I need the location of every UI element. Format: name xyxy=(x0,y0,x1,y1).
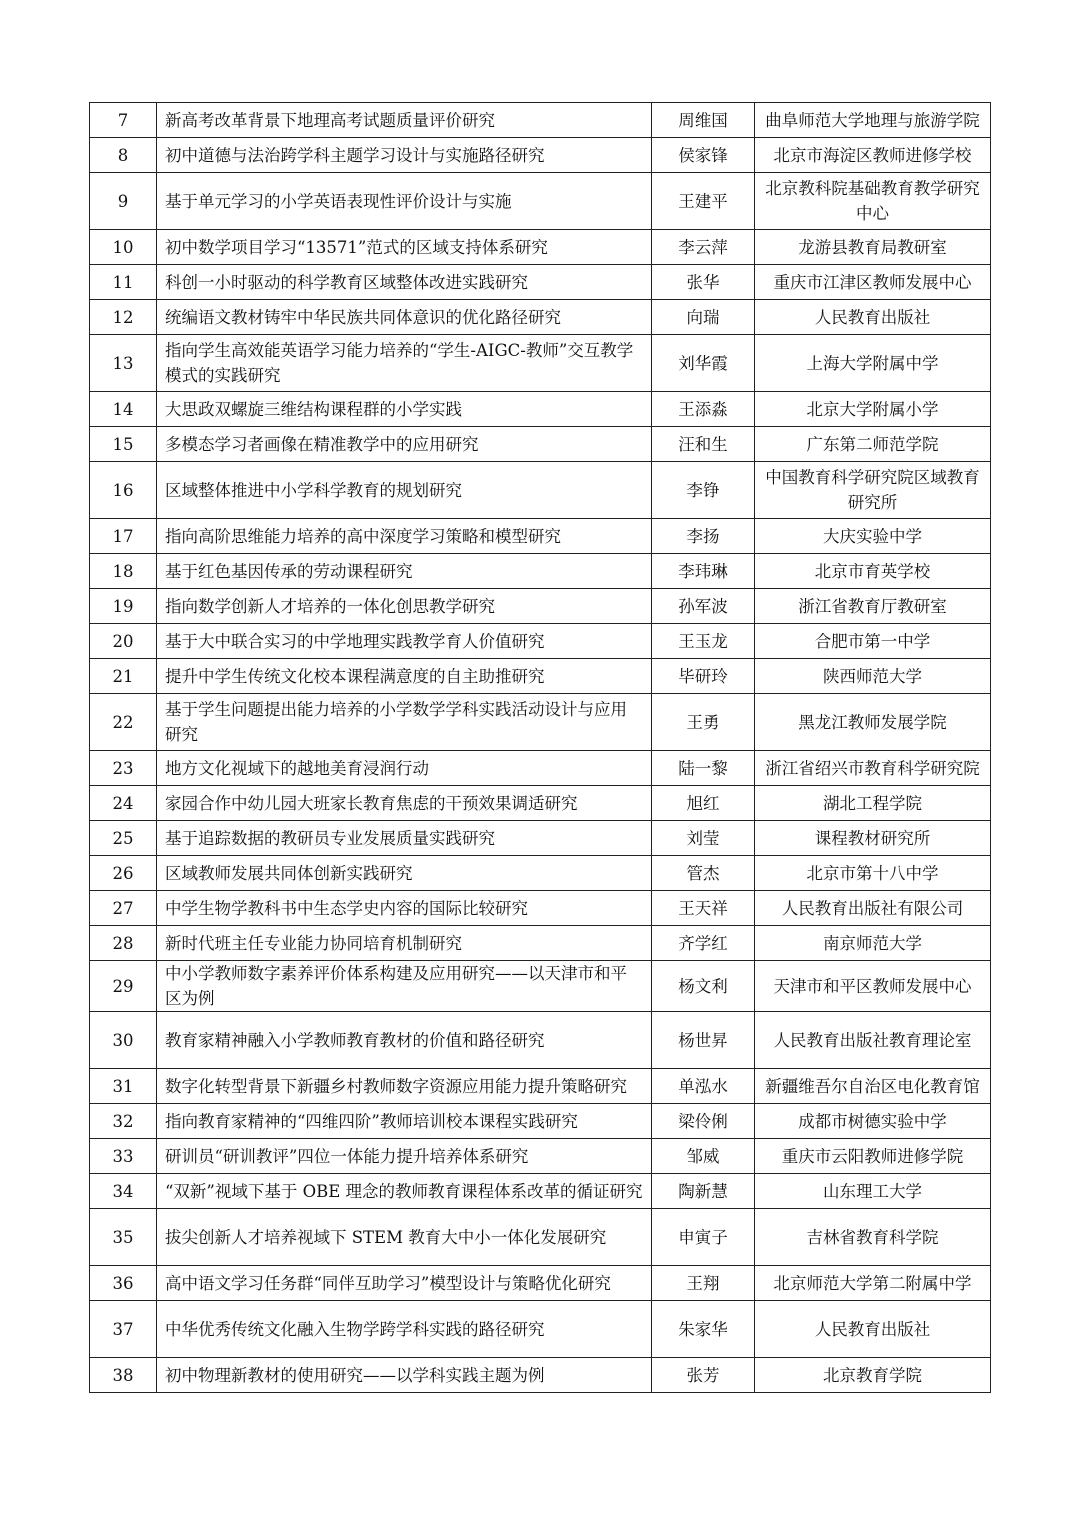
table-row xyxy=(90,230,991,265)
row-number: 26 xyxy=(90,856,157,891)
row-number: 25 xyxy=(90,821,157,856)
project-title: 指向教育家精神的“四维四阶”教师培训校本课程实践研究 xyxy=(157,1104,652,1139)
row-number: 31 xyxy=(90,1069,157,1104)
table-row xyxy=(90,519,991,554)
table-row xyxy=(90,335,991,392)
project-leader: 孙军波 xyxy=(652,589,755,624)
row-number: 13 xyxy=(90,335,157,392)
table-row xyxy=(90,751,991,786)
row-number: 16 xyxy=(90,462,157,519)
project-leader: 李云萍 xyxy=(652,230,755,265)
row-number: 21 xyxy=(90,659,157,694)
table-row xyxy=(90,961,991,1012)
project-leader: 周维国 xyxy=(652,103,755,138)
table-row xyxy=(90,891,991,926)
row-number: 7 xyxy=(90,103,157,138)
project-title: 地方文化视域下的越地美育浸润行动 xyxy=(157,751,652,786)
row-number: 24 xyxy=(90,786,157,821)
organization: 北京大学附属小学 xyxy=(755,392,991,427)
organization: 人民教育出版社 xyxy=(755,300,991,335)
project-leader: 齐学红 xyxy=(652,926,755,961)
row-number: 27 xyxy=(90,891,157,926)
project-title: 基于追踪数据的教研员专业发展质量实践研究 xyxy=(157,821,652,856)
project-leader: 杨文利 xyxy=(652,961,755,1012)
project-leader: 向瑞 xyxy=(652,300,755,335)
organization: 湖北工程学院 xyxy=(755,786,991,821)
project-title: 中学生物学教科书中生态学史内容的国际比较研究 xyxy=(157,891,652,926)
organization: 北京市第十八中学 xyxy=(755,856,991,891)
row-number: 12 xyxy=(90,300,157,335)
project-leader: 张芳 xyxy=(652,1358,755,1393)
project-title: 新时代班主任专业能力协同培育机制研究 xyxy=(157,926,652,961)
row-number: 35 xyxy=(90,1209,157,1266)
organization: 浙江省绍兴市教育科学研究院 xyxy=(755,751,991,786)
project-leader: 李扬 xyxy=(652,519,755,554)
project-title: 基于学生问题提出能力培养的小学数学学科实践活动设计与应用研究 xyxy=(157,694,652,751)
table-row xyxy=(90,103,991,138)
table-row xyxy=(90,1174,991,1209)
organization: 黑龙江教师发展学院 xyxy=(755,694,991,751)
row-number: 36 xyxy=(90,1266,157,1301)
table-row xyxy=(90,856,991,891)
organization: 北京市育英学校 xyxy=(755,554,991,589)
organization: 南京师范大学 xyxy=(755,926,991,961)
project-leader: 毕研玲 xyxy=(652,659,755,694)
table-row xyxy=(90,659,991,694)
row-number: 28 xyxy=(90,926,157,961)
project-title: 大思政双螺旋三维结构课程群的小学实践 xyxy=(157,392,652,427)
project-title: 区域整体推进中小学科学教育的规划研究 xyxy=(157,462,652,519)
table-row xyxy=(90,1301,991,1358)
project-leader: 管杰 xyxy=(652,856,755,891)
table-row xyxy=(90,786,991,821)
project-title: 指向学生高效能英语学习能力培养的“学生-AIGC-教师”交互教学模式的实践研究 xyxy=(157,335,652,392)
project-title: 指向数学创新人才培养的一体化创思教学研究 xyxy=(157,589,652,624)
organization: 曲阜师范大学地理与旅游学院 xyxy=(755,103,991,138)
project-table xyxy=(89,102,991,1393)
row-number: 19 xyxy=(90,589,157,624)
project-title: 指向高阶思维能力培养的高中深度学习策略和模型研究 xyxy=(157,519,652,554)
organization: 课程教材研究所 xyxy=(755,821,991,856)
project-title: 基于红色基因传承的劳动课程研究 xyxy=(157,554,652,589)
project-leader: 申寅子 xyxy=(652,1209,755,1266)
project-leader: 刘莹 xyxy=(652,821,755,856)
row-number: 10 xyxy=(90,230,157,265)
organization: 北京教育学院 xyxy=(755,1358,991,1393)
organization: 陕西师范大学 xyxy=(755,659,991,694)
row-number: 38 xyxy=(90,1358,157,1393)
row-number: 32 xyxy=(90,1104,157,1139)
project-title: 研训员“研训教评”四位一体能力提升培养体系研究 xyxy=(157,1139,652,1174)
table-row xyxy=(90,589,991,624)
project-title: 家园合作中幼儿园大班家长教育焦虑的干预效果调适研究 xyxy=(157,786,652,821)
row-number: 11 xyxy=(90,265,157,300)
organization: 人民教育出版社教育理论室 xyxy=(755,1012,991,1069)
project-title: 拔尖创新人才培养视域下 STEM 教育大中小一体化发展研究 xyxy=(157,1209,652,1266)
table-row xyxy=(90,173,991,230)
row-number: 18 xyxy=(90,554,157,589)
row-number: 8 xyxy=(90,138,157,173)
organization: 人民教育出版社 xyxy=(755,1301,991,1358)
project-title: 数字化转型背景下新疆乡村教师数字资源应用能力提升策略研究 xyxy=(157,1069,652,1104)
row-number: 30 xyxy=(90,1012,157,1069)
organization: 中国教育科学研究院区域教育研究所 xyxy=(755,462,991,519)
table-row xyxy=(90,138,991,173)
project-title: 初中道德与法治跨学科主题学习设计与实施路径研究 xyxy=(157,138,652,173)
row-number: 20 xyxy=(90,624,157,659)
organization: 北京师范大学第二附属中学 xyxy=(755,1266,991,1301)
project-leader: 陆一黎 xyxy=(652,751,755,786)
row-number: 34 xyxy=(90,1174,157,1209)
row-number: 17 xyxy=(90,519,157,554)
project-title: “双新”视域下基于 OBE 理念的教师教育课程体系改革的循证研究 xyxy=(157,1174,652,1209)
row-number: 9 xyxy=(90,173,157,230)
row-number: 15 xyxy=(90,427,157,462)
project-title: 提升中学生传统文化校本课程满意度的自主助推研究 xyxy=(157,659,652,694)
table-row xyxy=(90,554,991,589)
table-row xyxy=(90,1266,991,1301)
table-row xyxy=(90,1209,991,1266)
row-number: 33 xyxy=(90,1139,157,1174)
project-title: 初中物理新教材的使用研究——以学科实践主题为例 xyxy=(157,1358,652,1393)
table-row xyxy=(90,694,991,751)
organization: 成都市树德实验中学 xyxy=(755,1104,991,1139)
row-number: 22 xyxy=(90,694,157,751)
row-number: 23 xyxy=(90,751,157,786)
project-leader: 王勇 xyxy=(652,694,755,751)
organization: 大庆实验中学 xyxy=(755,519,991,554)
project-leader: 杨世昇 xyxy=(652,1012,755,1069)
table-row xyxy=(90,1358,991,1393)
organization: 吉林省教育科学院 xyxy=(755,1209,991,1266)
project-title: 基于单元学习的小学英语表现性评价设计与实施 xyxy=(157,173,652,230)
project-title: 教育家精神融入小学教师教育教材的价值和路径研究 xyxy=(157,1012,652,1069)
project-leader: 单泓水 xyxy=(652,1069,755,1104)
table-row xyxy=(90,1104,991,1139)
organization: 人民教育出版社有限公司 xyxy=(755,891,991,926)
table-row xyxy=(90,624,991,659)
project-leader: 王翔 xyxy=(652,1266,755,1301)
project-title: 高中语文学习任务群“同伴互助学习”模型设计与策略优化研究 xyxy=(157,1266,652,1301)
project-leader: 王建平 xyxy=(652,173,755,230)
project-title: 科创一小时驱动的科学教育区域整体改进实践研究 xyxy=(157,265,652,300)
project-leader: 旭红 xyxy=(652,786,755,821)
project-leader: 邹威 xyxy=(652,1139,755,1174)
organization: 重庆市江津区教师发展中心 xyxy=(755,265,991,300)
project-title: 基于大中联合实习的中学地理实践教学育人价值研究 xyxy=(157,624,652,659)
project-leader: 刘华霞 xyxy=(652,335,755,392)
project-leader: 李玮琳 xyxy=(652,554,755,589)
project-leader: 李铮 xyxy=(652,462,755,519)
project-title: 新高考改革背景下地理高考试题质量评价研究 xyxy=(157,103,652,138)
row-number: 37 xyxy=(90,1301,157,1358)
table-row xyxy=(90,462,991,519)
table-row xyxy=(90,427,991,462)
table-row xyxy=(90,1069,991,1104)
project-leader: 梁伶俐 xyxy=(652,1104,755,1139)
project-title: 中小学教师数字素养评价体系构建及应用研究——以天津市和平区为例 xyxy=(157,961,652,1012)
organization: 北京教科院基础教育教学研究中心 xyxy=(755,173,991,230)
organization: 重庆市云阳教师进修学院 xyxy=(755,1139,991,1174)
organization: 广东第二师范学院 xyxy=(755,427,991,462)
table-row xyxy=(90,926,991,961)
table-row xyxy=(90,1139,991,1174)
table-row xyxy=(90,265,991,300)
organization: 山东理工大学 xyxy=(755,1174,991,1209)
table-row xyxy=(90,1012,991,1069)
organization: 合肥市第一中学 xyxy=(755,624,991,659)
table-row xyxy=(90,821,991,856)
project-leader: 侯家锋 xyxy=(652,138,755,173)
table-row xyxy=(90,392,991,427)
organization: 新疆维吾尔自治区电化教育馆 xyxy=(755,1069,991,1104)
row-number: 14 xyxy=(90,392,157,427)
organization: 上海大学附属中学 xyxy=(755,335,991,392)
project-title: 初中数学项目学习“13571”范式的区域支持体系研究 xyxy=(157,230,652,265)
project-title: 多模态学习者画像在精准教学中的应用研究 xyxy=(157,427,652,462)
project-leader: 王玉龙 xyxy=(652,624,755,659)
organization: 浙江省教育厅教研室 xyxy=(755,589,991,624)
organization: 北京市海淀区教师进修学校 xyxy=(755,138,991,173)
project-leader: 王天祥 xyxy=(652,891,755,926)
organization: 天津市和平区教师发展中心 xyxy=(755,961,991,1012)
project-title: 中华优秀传统文化融入生物学跨学科实践的路径研究 xyxy=(157,1301,652,1358)
organization: 龙游县教育局教研室 xyxy=(755,230,991,265)
project-leader: 王添淼 xyxy=(652,392,755,427)
project-title: 统编语文教材铸牢中华民族共同体意识的优化路径研究 xyxy=(157,300,652,335)
project-leader: 张华 xyxy=(652,265,755,300)
table-row xyxy=(90,300,991,335)
project-title: 区域教师发展共同体创新实践研究 xyxy=(157,856,652,891)
project-leader: 朱家华 xyxy=(652,1301,755,1358)
row-number: 29 xyxy=(90,961,157,1012)
project-leader: 汪和生 xyxy=(652,427,755,462)
project-leader: 陶新慧 xyxy=(652,1174,755,1209)
